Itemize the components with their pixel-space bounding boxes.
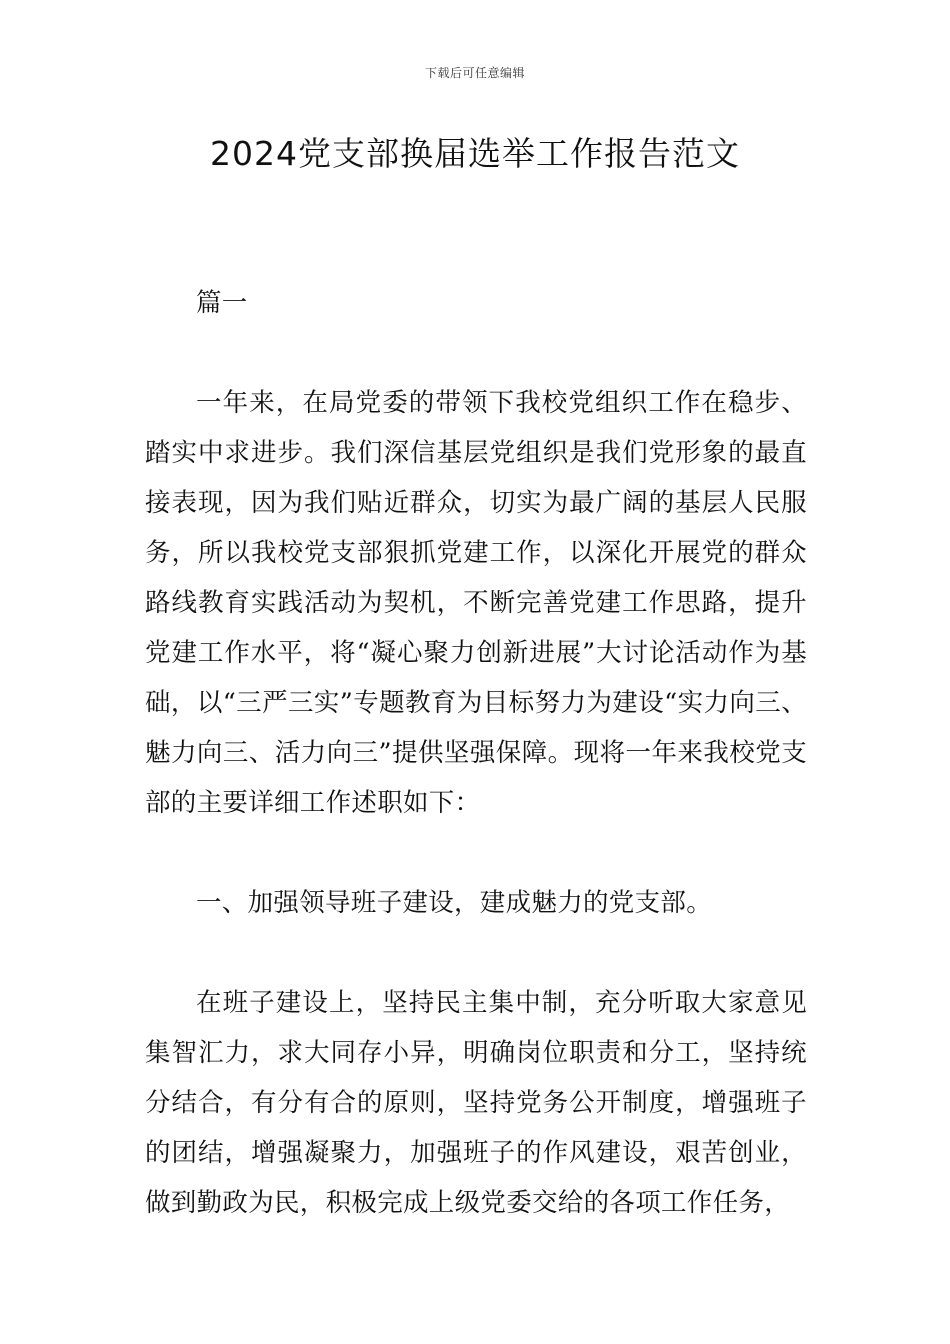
paragraph-body-1: 在班子建设上，坚持民主集中制，充分听取大家意见集智汇力，求大同存小异，明确岗位职责和分工，坚持统分结合，有分有合的原则，坚持党务公开制度，增强班子的团结，增强凝聚力，加强班子的作风建设，艰苦创业，做到勤政为民，积极完成上级党委交给的各项工作任务，: [145, 988, 807, 1218]
page-header-note: 下载后可任意编辑: [424, 66, 525, 80]
document-title: 2024党支部换届选举工作报告范文: [210, 134, 740, 173]
document-body: [145, 278, 807, 1228]
paragraph-intro: 一年来，在局党委的带领下我校党组织工作在稳步、踏实中求进步。我们深信基层党组织是我们党形象的最直接表现，因为我们贴近群众，切实为最广阔的基层人民服务，所以我校党支部狠抓党建工作，以深化开展党的群众路线教育实践活动为契机，不断完善党建工作思路，提升党建工作水平，将“凝心聚力创新进展”大讨论活动作为基础，以“三严三实”专题教育为目标努力为建设“实力向三、魅力向三、活力向三”提供坚强保障。现将一年来我校党支部的主要详细工作述职如下：: [145, 388, 807, 818]
section-label: 篇一: [196, 288, 248, 318]
paragraph-heading-1: 一、加强领导班子建设，建成魅力的党支部。: [196, 888, 713, 918]
